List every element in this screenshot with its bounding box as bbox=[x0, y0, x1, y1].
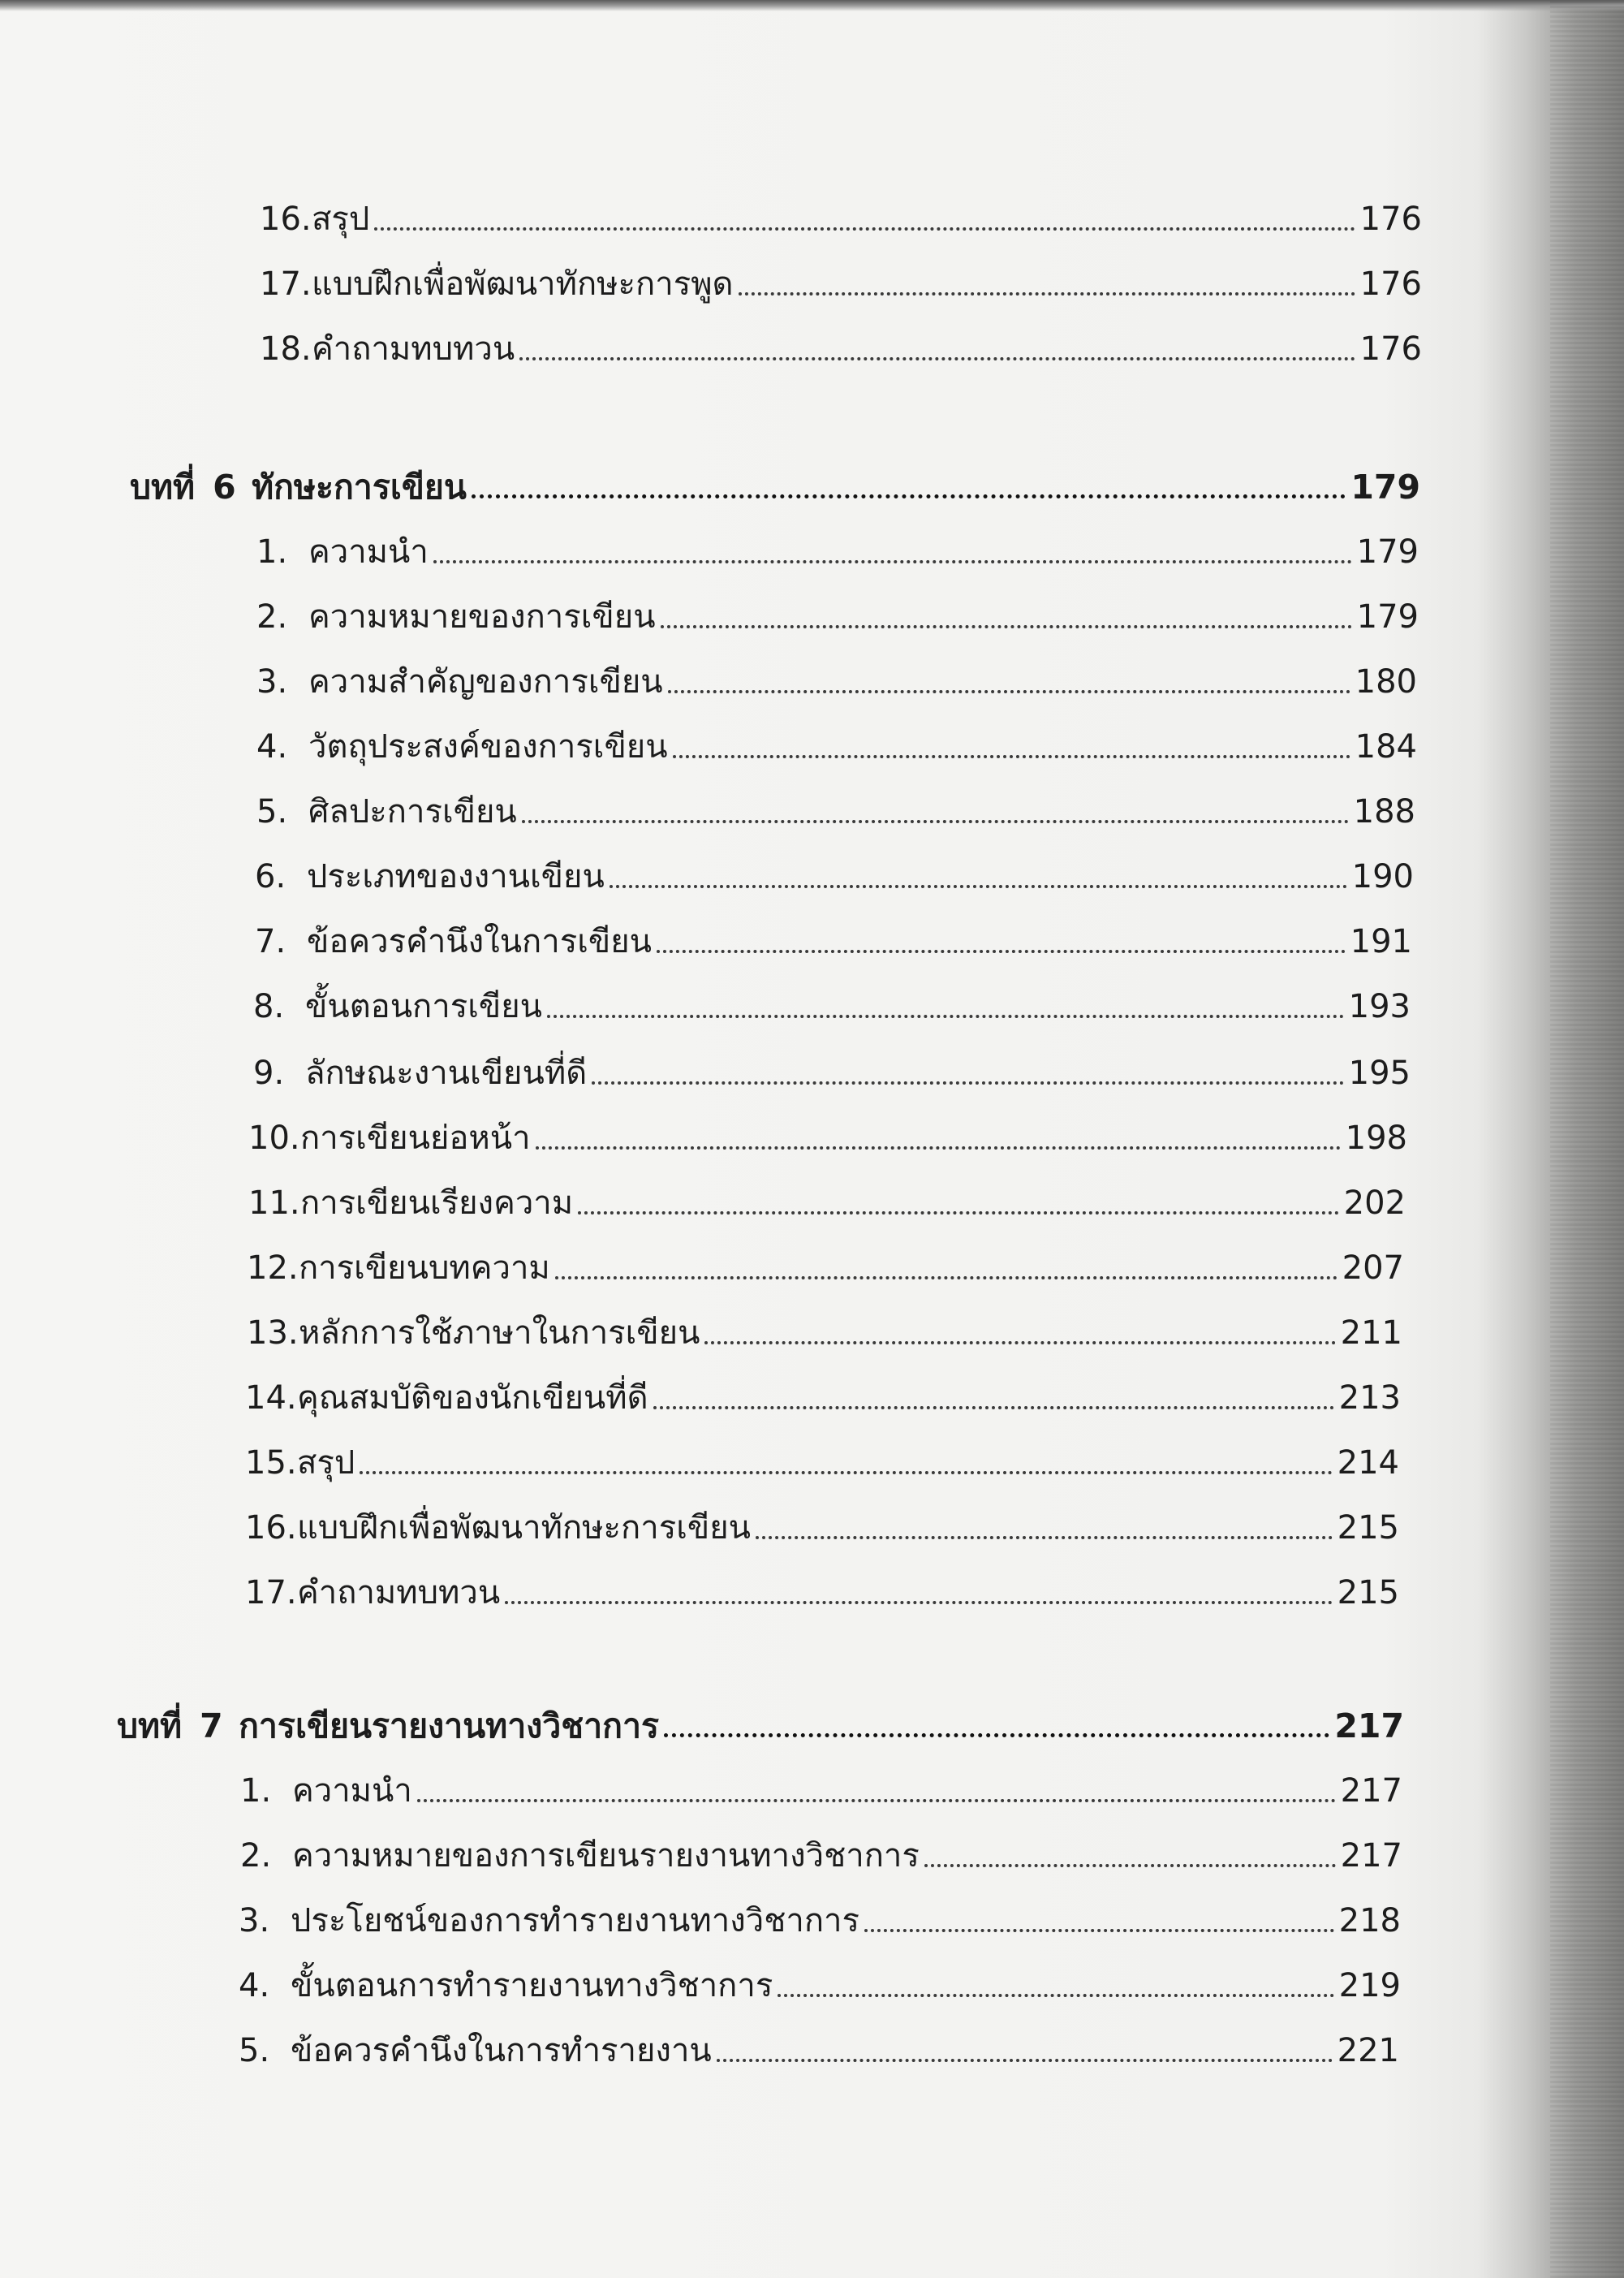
entry-page: 176 bbox=[1359, 265, 1422, 303]
chapter-number: 7 bbox=[200, 1706, 223, 1745]
chapter-heading bbox=[130, 455, 1420, 507]
chapter-page: 179 bbox=[1350, 468, 1420, 507]
entry-number: 1. bbox=[240, 1772, 272, 1810]
dot-leader bbox=[739, 292, 1355, 296]
dot-leader bbox=[555, 1276, 1338, 1279]
entry-number: 17. bbox=[245, 1574, 297, 1611]
toc-entry bbox=[260, 252, 1422, 304]
entry-page: 217 bbox=[1340, 1837, 1402, 1875]
dot-leader bbox=[673, 755, 1350, 758]
toc-entry bbox=[247, 1236, 1404, 1288]
entry-page: 195 bbox=[1348, 1055, 1411, 1092]
entry-page: 221 bbox=[1337, 2032, 1399, 2069]
toc-entry bbox=[260, 187, 1422, 239]
chapter-heading bbox=[117, 1693, 1404, 1745]
entry-number: 17. bbox=[260, 265, 312, 303]
dot-leader bbox=[717, 2059, 1333, 2062]
entry-number: 5. bbox=[256, 793, 288, 831]
chapter-word: บทที่ bbox=[117, 1706, 183, 1745]
entry-number: 18. bbox=[260, 330, 312, 368]
entry-title: ข้อควรคำนึงในการเขียน bbox=[307, 923, 652, 960]
entry-number: 9. bbox=[253, 1055, 285, 1092]
entry-page: 198 bbox=[1345, 1120, 1407, 1157]
entry-page: 179 bbox=[1356, 598, 1419, 636]
dot-leader bbox=[653, 1406, 1334, 1409]
entry-title: ความนำ bbox=[292, 1772, 412, 1810]
entry-page: 218 bbox=[1338, 1902, 1401, 1939]
dot-leader bbox=[664, 1733, 1329, 1737]
dot-leader bbox=[374, 227, 1355, 231]
entry-page: 217 bbox=[1340, 1772, 1402, 1810]
chapter-word: บทที่ bbox=[130, 468, 196, 507]
entry-number: 10. bbox=[248, 1120, 300, 1157]
entry-title: ประเภทของงานเขียน bbox=[307, 858, 605, 895]
toc-entry bbox=[256, 714, 1417, 766]
toc-entry bbox=[256, 779, 1415, 831]
entry-page: 214 bbox=[1337, 1444, 1399, 1482]
entry-page: 191 bbox=[1350, 923, 1412, 960]
dot-leader bbox=[778, 1994, 1333, 1997]
toc-entry bbox=[239, 1888, 1401, 1940]
entry-page: 207 bbox=[1342, 1249, 1404, 1287]
dot-leader bbox=[547, 1015, 1344, 1018]
entry-title: การเขียนบทความ bbox=[299, 1249, 550, 1287]
dot-leader bbox=[433, 560, 1352, 563]
chapter-page: 217 bbox=[1334, 1706, 1404, 1745]
entry-number: 7. bbox=[255, 923, 286, 960]
entry-title: ความสำคัญของการเขียน bbox=[308, 663, 663, 701]
toc-entry bbox=[245, 1430, 1399, 1482]
dot-leader bbox=[505, 1601, 1332, 1604]
entry-title: การเขียนเรียงความ bbox=[300, 1184, 574, 1222]
entry-number: 2. bbox=[256, 598, 288, 636]
entry-title: ศิลปะการเขียน bbox=[308, 793, 517, 831]
dot-leader bbox=[661, 625, 1352, 628]
entry-title: คำถามทบทวน bbox=[297, 1574, 501, 1611]
entry-title: ขั้นตอนการทำรายงานทางวิชาการ bbox=[291, 1967, 773, 2004]
entry-number: 4. bbox=[239, 1967, 270, 2004]
entry-title: ความหมายของการเขียนรายงานทางวิชาการ bbox=[292, 1837, 920, 1875]
entry-number: 16. bbox=[260, 201, 312, 238]
toc-entry bbox=[239, 2018, 1399, 2070]
entry-page: 176 bbox=[1359, 201, 1422, 238]
dot-leader bbox=[472, 494, 1346, 498]
entry-title: ลักษณะงานเขียนที่ดี bbox=[305, 1055, 588, 1092]
toc-entry bbox=[256, 585, 1419, 636]
chapter-title: การเขียนรายงานทางวิชาการ bbox=[239, 1706, 659, 1745]
entry-page: 215 bbox=[1337, 1509, 1399, 1547]
entry-number: 2. bbox=[240, 1837, 272, 1875]
toc-entry bbox=[247, 1301, 1402, 1353]
entry-page: 179 bbox=[1356, 533, 1419, 571]
dot-leader bbox=[578, 1211, 1339, 1215]
entry-number: 16. bbox=[245, 1509, 297, 1547]
entry-page: 193 bbox=[1348, 988, 1411, 1025]
entry-page: 176 bbox=[1359, 330, 1422, 368]
entry-title: คำถามทบทวน bbox=[312, 330, 515, 368]
toc-entry bbox=[240, 1758, 1402, 1810]
chapter-number: 6 bbox=[213, 468, 236, 507]
entry-number: 13. bbox=[247, 1314, 299, 1352]
entry-number: 4. bbox=[256, 728, 288, 766]
book-spine-shadow bbox=[1550, 0, 1624, 2278]
toc-entry bbox=[245, 1495, 1399, 1547]
entry-title: วัตถุประสงค์ของการเขียน bbox=[308, 728, 668, 766]
dot-leader bbox=[657, 950, 1346, 953]
entry-title: สรุป bbox=[297, 1444, 355, 1482]
toc-entry bbox=[239, 1953, 1401, 2005]
toc-entry bbox=[248, 1171, 1406, 1223]
toc-entry bbox=[253, 974, 1411, 1026]
dot-leader bbox=[704, 1341, 1335, 1344]
entry-title: ประโยชน์ของการทำรายงานทางวิชาการ bbox=[291, 1902, 859, 1939]
toc-entry bbox=[260, 317, 1422, 369]
dot-leader bbox=[668, 690, 1350, 693]
entry-page: 213 bbox=[1338, 1379, 1401, 1417]
dot-leader bbox=[519, 357, 1355, 360]
entry-page: 215 bbox=[1337, 1574, 1399, 1611]
entry-number: 12. bbox=[247, 1249, 299, 1287]
entry-page: 190 bbox=[1351, 858, 1414, 895]
toc-entry bbox=[256, 520, 1419, 572]
entry-number: 8. bbox=[253, 988, 285, 1025]
dot-leader bbox=[522, 820, 1349, 823]
toc-entry bbox=[240, 1823, 1402, 1875]
dot-leader bbox=[924, 1864, 1336, 1867]
dot-leader bbox=[610, 885, 1347, 888]
entry-number: 15. bbox=[245, 1444, 297, 1482]
entry-number: 11. bbox=[248, 1184, 300, 1222]
entry-title: ขั้นตอนการเขียน bbox=[305, 988, 542, 1025]
toc-entry bbox=[248, 1106, 1407, 1158]
entry-title: คุณสมบัติของนักเขียนที่ดี bbox=[297, 1379, 648, 1417]
entry-number: 3. bbox=[239, 1902, 270, 1939]
toc-entry bbox=[255, 909, 1412, 961]
entry-title: แบบฝึกเพื่อพัฒนาทักษะการเขียน bbox=[297, 1509, 751, 1547]
dot-leader bbox=[756, 1536, 1333, 1539]
dot-leader bbox=[864, 1929, 1334, 1932]
entry-page: 188 bbox=[1353, 793, 1415, 831]
entry-title: การเขียนย่อหน้า bbox=[300, 1120, 531, 1157]
dot-leader bbox=[592, 1081, 1343, 1085]
entry-number: 6. bbox=[255, 858, 286, 895]
entry-number: 3. bbox=[256, 663, 288, 701]
entry-page: 184 bbox=[1355, 728, 1417, 766]
entry-title: ข้อควรคำนึงในการทำรายงาน bbox=[291, 2032, 712, 2069]
entry-page: 202 bbox=[1343, 1184, 1406, 1222]
entry-number: 1. bbox=[256, 533, 288, 571]
toc-entry bbox=[255, 844, 1414, 896]
entry-number: 14. bbox=[245, 1379, 297, 1417]
entry-page: 219 bbox=[1338, 1967, 1401, 2004]
chapter-title: ทักษะการเขียน bbox=[252, 468, 467, 507]
entry-title: สรุป bbox=[312, 201, 370, 238]
dot-leader bbox=[417, 1799, 1336, 1802]
entry-title: ความนำ bbox=[308, 533, 429, 571]
dot-leader bbox=[536, 1146, 1341, 1150]
entry-title: หลักการใช้ภาษาในการเขียน bbox=[299, 1314, 700, 1352]
toc-entry bbox=[245, 1366, 1401, 1417]
entry-number: 5. bbox=[239, 2032, 270, 2069]
toc-entry bbox=[256, 649, 1417, 701]
entry-title: ความหมายของการเขียน bbox=[308, 598, 656, 636]
toc-entry bbox=[253, 1041, 1411, 1093]
dot-leader bbox=[360, 1471, 1332, 1474]
entry-page: 180 bbox=[1355, 663, 1417, 701]
entry-page: 211 bbox=[1340, 1314, 1402, 1352]
entry-title: แบบฝึกเพื่อพัฒนาทักษะการพูด bbox=[312, 265, 734, 303]
toc-entry bbox=[245, 1560, 1399, 1612]
